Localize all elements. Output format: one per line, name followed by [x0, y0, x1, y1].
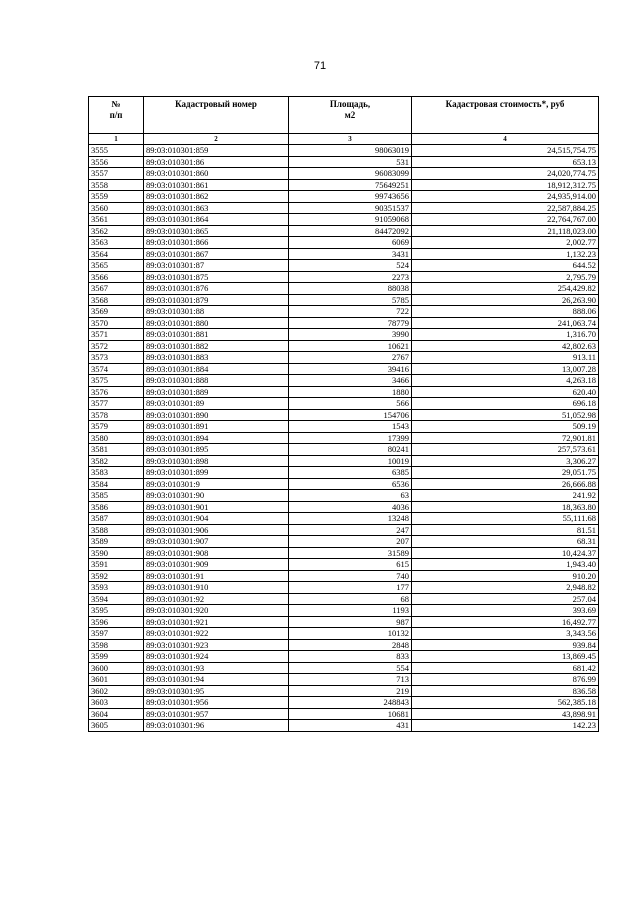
column-index: 3 [289, 134, 412, 145]
area-value: 713 [289, 674, 412, 686]
row-number: 3574 [89, 363, 144, 375]
table-row [89, 697, 599, 709]
cadastral-cost: 81.51 [412, 524, 599, 536]
row-number: 3576 [89, 386, 144, 398]
cadastral-cost: 913.11 [412, 352, 599, 364]
cadastral-number: 89:03:010301:907 [144, 536, 289, 548]
cadastral-cost: 3,343.56 [412, 628, 599, 640]
cadastral-cost: 29,051.75 [412, 467, 599, 479]
area-value: 6385 [289, 467, 412, 479]
row-number: 3591 [89, 559, 144, 571]
header-cadastral-number: Кадастровый номер [144, 97, 289, 134]
cadastral-cost: 254,429.82 [412, 283, 599, 295]
row-number: 3586 [89, 501, 144, 513]
cadastral-cost: 43,898.91 [412, 708, 599, 720]
row-number: 3598 [89, 639, 144, 651]
row-number: 3577 [89, 398, 144, 410]
cadastral-cost: 16,492.77 [412, 616, 599, 628]
header-row [89, 97, 599, 134]
row-number: 3559 [89, 191, 144, 203]
table-row [89, 467, 599, 479]
row-number: 3579 [89, 421, 144, 433]
area-value: 722 [289, 306, 412, 318]
column-index: 2 [144, 134, 289, 145]
cadastral-cost: 18,912,312.75 [412, 179, 599, 191]
area-value: 75649251 [289, 179, 412, 191]
area-value: 2273 [289, 271, 412, 283]
cadastral-cost: 13,869.45 [412, 651, 599, 663]
cadastral-number: 89:03:010301:906 [144, 524, 289, 536]
table-row [89, 432, 599, 444]
cadastral-number: 89:03:010301:891 [144, 421, 289, 433]
cadastral-number: 89:03:010301:957 [144, 708, 289, 720]
row-number: 3567 [89, 283, 144, 295]
cadastral-cost: 241.92 [412, 490, 599, 502]
cadastral-cost: 4,263.18 [412, 375, 599, 387]
cadastral-table [88, 96, 599, 732]
cadastral-number: 89:03:010301:920 [144, 605, 289, 617]
area-value: 6069 [289, 237, 412, 249]
table-row [89, 685, 599, 697]
area-value: 5785 [289, 294, 412, 306]
cadastral-number: 89:03:010301:9 [144, 478, 289, 490]
cadastral-cost: 696.18 [412, 398, 599, 410]
cadastral-cost: 26,263.90 [412, 294, 599, 306]
table-row [89, 225, 599, 237]
cadastral-number: 89:03:010301:90 [144, 490, 289, 502]
cadastral-number: 89:03:010301:895 [144, 444, 289, 456]
row-number: 3555 [89, 145, 144, 157]
area-value: 68 [289, 593, 412, 605]
cadastral-cost: 257,573.61 [412, 444, 599, 456]
cadastral-cost: 257.04 [412, 593, 599, 605]
cadastral-cost: 939.84 [412, 639, 599, 651]
table-row [89, 340, 599, 352]
row-number: 3570 [89, 317, 144, 329]
area-value: 554 [289, 662, 412, 674]
cadastral-cost: 620.40 [412, 386, 599, 398]
header-number: № п/п [89, 97, 144, 134]
cadastral-number: 89:03:010301:87 [144, 260, 289, 272]
table-row [89, 444, 599, 456]
row-number: 3575 [89, 375, 144, 387]
cadastral-cost: 26,666.88 [412, 478, 599, 490]
table-row [89, 570, 599, 582]
row-number: 3593 [89, 582, 144, 594]
cadastral-number: 89:03:010301:880 [144, 317, 289, 329]
table-row [89, 398, 599, 410]
header-cadastral-cost: Кадастровая стоимость*, руб [412, 97, 599, 134]
table-row [89, 651, 599, 663]
area-value: 1880 [289, 386, 412, 398]
table-row [89, 593, 599, 605]
area-value: 99743656 [289, 191, 412, 203]
cadastral-cost: 18,363.80 [412, 501, 599, 513]
area-value: 4036 [289, 501, 412, 513]
cadastral-number: 89:03:010301:865 [144, 225, 289, 237]
area-value: 207 [289, 536, 412, 548]
area-value: 63 [289, 490, 412, 502]
row-number: 3561 [89, 214, 144, 226]
area-value: 177 [289, 582, 412, 594]
cadastral-cost: 1,132.23 [412, 248, 599, 260]
table-row [89, 214, 599, 226]
table-row [89, 294, 599, 306]
cadastral-cost: 836.58 [412, 685, 599, 697]
cadastral-cost: 24,935,914.00 [412, 191, 599, 203]
table-row [89, 352, 599, 364]
cadastral-cost: 910.20 [412, 570, 599, 582]
area-value: 987 [289, 616, 412, 628]
cadastral-number: 89:03:010301:89 [144, 398, 289, 410]
table-row [89, 375, 599, 387]
cadastral-cost: 55,111.68 [412, 513, 599, 525]
cadastral-number: 89:03:010301:894 [144, 432, 289, 444]
cadastral-number: 89:03:010301:861 [144, 179, 289, 191]
table-row [89, 421, 599, 433]
row-number: 3581 [89, 444, 144, 456]
row-number: 3597 [89, 628, 144, 640]
table-row [89, 202, 599, 214]
row-number: 3571 [89, 329, 144, 341]
row-number: 3590 [89, 547, 144, 559]
table-row [89, 616, 599, 628]
table-row [89, 478, 599, 490]
area-value: 740 [289, 570, 412, 582]
row-number: 3556 [89, 156, 144, 168]
table-row [89, 662, 599, 674]
cadastral-cost: 24,515,754.75 [412, 145, 599, 157]
table-row [89, 501, 599, 513]
row-number: 3583 [89, 467, 144, 479]
table-row [89, 156, 599, 168]
area-value: 219 [289, 685, 412, 697]
table-row [89, 409, 599, 421]
cadastral-number: 89:03:010301:91 [144, 570, 289, 582]
cadastral-cost: 21,118,023.00 [412, 225, 599, 237]
cadastral-cost: 68.31 [412, 536, 599, 548]
table-row [89, 168, 599, 180]
page-number: 71 [313, 60, 327, 72]
table-row [89, 524, 599, 536]
cadastral-number: 89:03:010301:922 [144, 628, 289, 640]
area-value: 31589 [289, 547, 412, 559]
cadastral-number: 89:03:010301:910 [144, 582, 289, 594]
row-number: 3564 [89, 248, 144, 260]
column-index-row [89, 134, 599, 145]
cadastral-cost: 2,795.79 [412, 271, 599, 283]
column-index: 4 [412, 134, 599, 145]
cadastral-number: 89:03:010301:863 [144, 202, 289, 214]
cadastral-cost: 2,948.82 [412, 582, 599, 594]
row-number: 3589 [89, 536, 144, 548]
table-row [89, 513, 599, 525]
cadastral-number: 89:03:010301:923 [144, 639, 289, 651]
cadastral-cost: 3,306.27 [412, 455, 599, 467]
table-row [89, 248, 599, 260]
cadastral-number: 89:03:010301:94 [144, 674, 289, 686]
cadastral-cost: 10,424.37 [412, 547, 599, 559]
cadastral-number: 89:03:010301:908 [144, 547, 289, 559]
row-number: 3578 [89, 409, 144, 421]
table-row [89, 145, 599, 157]
row-number: 3580 [89, 432, 144, 444]
table-row [89, 271, 599, 283]
cadastral-number: 89:03:010301:921 [144, 616, 289, 628]
cadastral-number: 89:03:010301:93 [144, 662, 289, 674]
row-number: 3603 [89, 697, 144, 709]
row-number: 3605 [89, 720, 144, 732]
cadastral-cost: 24,020,774.75 [412, 168, 599, 180]
area-value: 1543 [289, 421, 412, 433]
cadastral-number: 89:03:010301:859 [144, 145, 289, 157]
cadastral-cost: 22,764,767.00 [412, 214, 599, 226]
table-row [89, 191, 599, 203]
row-number: 3587 [89, 513, 144, 525]
cadastral-cost: 72,901.81 [412, 432, 599, 444]
table-row [89, 317, 599, 329]
table-row [89, 363, 599, 375]
table-row [89, 237, 599, 249]
row-number: 3557 [89, 168, 144, 180]
row-number: 3595 [89, 605, 144, 617]
cadastral-number: 89:03:010301:901 [144, 501, 289, 513]
area-value: 431 [289, 720, 412, 732]
area-value: 833 [289, 651, 412, 663]
table-row [89, 386, 599, 398]
cadastral-cost: 1,943.40 [412, 559, 599, 571]
area-value: 10681 [289, 708, 412, 720]
table-row [89, 455, 599, 467]
row-number: 3568 [89, 294, 144, 306]
table-row [89, 329, 599, 341]
area-value: 84472092 [289, 225, 412, 237]
cadastral-number: 89:03:010301:881 [144, 329, 289, 341]
row-number: 3569 [89, 306, 144, 318]
area-value: 80241 [289, 444, 412, 456]
row-number: 3573 [89, 352, 144, 364]
cadastral-cost: 888.06 [412, 306, 599, 318]
row-number: 3592 [89, 570, 144, 582]
cadastral-number: 89:03:010301:875 [144, 271, 289, 283]
cadastral-cost: 2,002.77 [412, 237, 599, 249]
area-value: 13248 [289, 513, 412, 525]
cadastral-cost: 876.99 [412, 674, 599, 686]
cadastral-number: 89:03:010301:866 [144, 237, 289, 249]
cadastral-number: 89:03:010301:899 [144, 467, 289, 479]
row-number: 3558 [89, 179, 144, 191]
area-value: 3466 [289, 375, 412, 387]
cadastral-number: 89:03:010301:889 [144, 386, 289, 398]
cadastral-number: 89:03:010301:860 [144, 168, 289, 180]
row-number: 3599 [89, 651, 144, 663]
cadastral-cost: 241,063.74 [412, 317, 599, 329]
area-value: 98063019 [289, 145, 412, 157]
cadastral-number: 89:03:010301:924 [144, 651, 289, 663]
area-value: 17399 [289, 432, 412, 444]
area-value: 3431 [289, 248, 412, 260]
table-row [89, 582, 599, 594]
row-number: 3602 [89, 685, 144, 697]
row-number: 3562 [89, 225, 144, 237]
table-row [89, 708, 599, 720]
cadastral-number: 89:03:010301:888 [144, 375, 289, 387]
table-row [89, 605, 599, 617]
row-number: 3584 [89, 478, 144, 490]
cadastral-number: 89:03:010301:86 [144, 156, 289, 168]
area-value: 248843 [289, 697, 412, 709]
table-row [89, 674, 599, 686]
area-value: 10019 [289, 455, 412, 467]
table-row [89, 490, 599, 502]
row-number: 3588 [89, 524, 144, 536]
area-value: 615 [289, 559, 412, 571]
cadastral-cost: 681.42 [412, 662, 599, 674]
table-row [89, 628, 599, 640]
header-area: Площадь, м2 [289, 97, 412, 134]
cadastral-cost: 644.52 [412, 260, 599, 272]
table-row [89, 260, 599, 272]
row-number: 3596 [89, 616, 144, 628]
table-row [89, 306, 599, 318]
area-value: 78779 [289, 317, 412, 329]
cadastral-number: 89:03:010301:867 [144, 248, 289, 260]
area-value: 566 [289, 398, 412, 410]
table-row [89, 639, 599, 651]
area-value: 1193 [289, 605, 412, 617]
area-value: 3990 [289, 329, 412, 341]
cadastral-number: 89:03:010301:884 [144, 363, 289, 375]
area-value: 524 [289, 260, 412, 272]
cadastral-number: 89:03:010301:883 [144, 352, 289, 364]
cadastral-cost: 393.69 [412, 605, 599, 617]
table-row [89, 547, 599, 559]
area-value: 531 [289, 156, 412, 168]
column-index: 1 [89, 134, 144, 145]
cadastral-cost: 509.19 [412, 421, 599, 433]
area-value: 88038 [289, 283, 412, 295]
row-number: 3563 [89, 237, 144, 249]
area-value: 2848 [289, 639, 412, 651]
cadastral-number: 89:03:010301:92 [144, 593, 289, 605]
cadastral-cost: 653.13 [412, 156, 599, 168]
area-value: 39416 [289, 363, 412, 375]
area-value: 10621 [289, 340, 412, 352]
cadastral-number: 89:03:010301:882 [144, 340, 289, 352]
cadastral-number: 89:03:010301:876 [144, 283, 289, 295]
row-number: 3565 [89, 260, 144, 272]
cadastral-number: 89:03:010301:909 [144, 559, 289, 571]
table-row [89, 559, 599, 571]
cadastral-number: 89:03:010301:956 [144, 697, 289, 709]
cadastral-cost: 42,802.63 [412, 340, 599, 352]
area-value: 6536 [289, 478, 412, 490]
row-number: 3594 [89, 593, 144, 605]
row-number: 3560 [89, 202, 144, 214]
area-value: 247 [289, 524, 412, 536]
row-number: 3604 [89, 708, 144, 720]
cadastral-number: 89:03:010301:904 [144, 513, 289, 525]
area-value: 2767 [289, 352, 412, 364]
area-value: 154706 [289, 409, 412, 421]
table-row [89, 536, 599, 548]
cadastral-number: 89:03:010301:898 [144, 455, 289, 467]
area-value: 10132 [289, 628, 412, 640]
table-row [89, 283, 599, 295]
row-number: 3585 [89, 490, 144, 502]
table-row [89, 179, 599, 191]
row-number: 3600 [89, 662, 144, 674]
cadastral-cost: 562,385.18 [412, 697, 599, 709]
row-number: 3566 [89, 271, 144, 283]
cadastral-cost: 13,007.28 [412, 363, 599, 375]
row-number: 3601 [89, 674, 144, 686]
area-value: 91059068 [289, 214, 412, 226]
area-value: 90351537 [289, 202, 412, 214]
cadastral-cost: 51,052.98 [412, 409, 599, 421]
cadastral-number: 89:03:010301:95 [144, 685, 289, 697]
cadastral-number: 89:03:010301:88 [144, 306, 289, 318]
cadastral-cost: 142.23 [412, 720, 599, 732]
cadastral-number: 89:03:010301:96 [144, 720, 289, 732]
area-value: 96083099 [289, 168, 412, 180]
cadastral-cost: 1,316.70 [412, 329, 599, 341]
cadastral-number: 89:03:010301:864 [144, 214, 289, 226]
cadastral-number: 89:03:010301:862 [144, 191, 289, 203]
cadastral-number: 89:03:010301:879 [144, 294, 289, 306]
row-number: 3582 [89, 455, 144, 467]
cadastral-number: 89:03:010301:890 [144, 409, 289, 421]
cadastral-cost: 22,587,884.25 [412, 202, 599, 214]
table-row [89, 720, 599, 732]
row-number: 3572 [89, 340, 144, 352]
